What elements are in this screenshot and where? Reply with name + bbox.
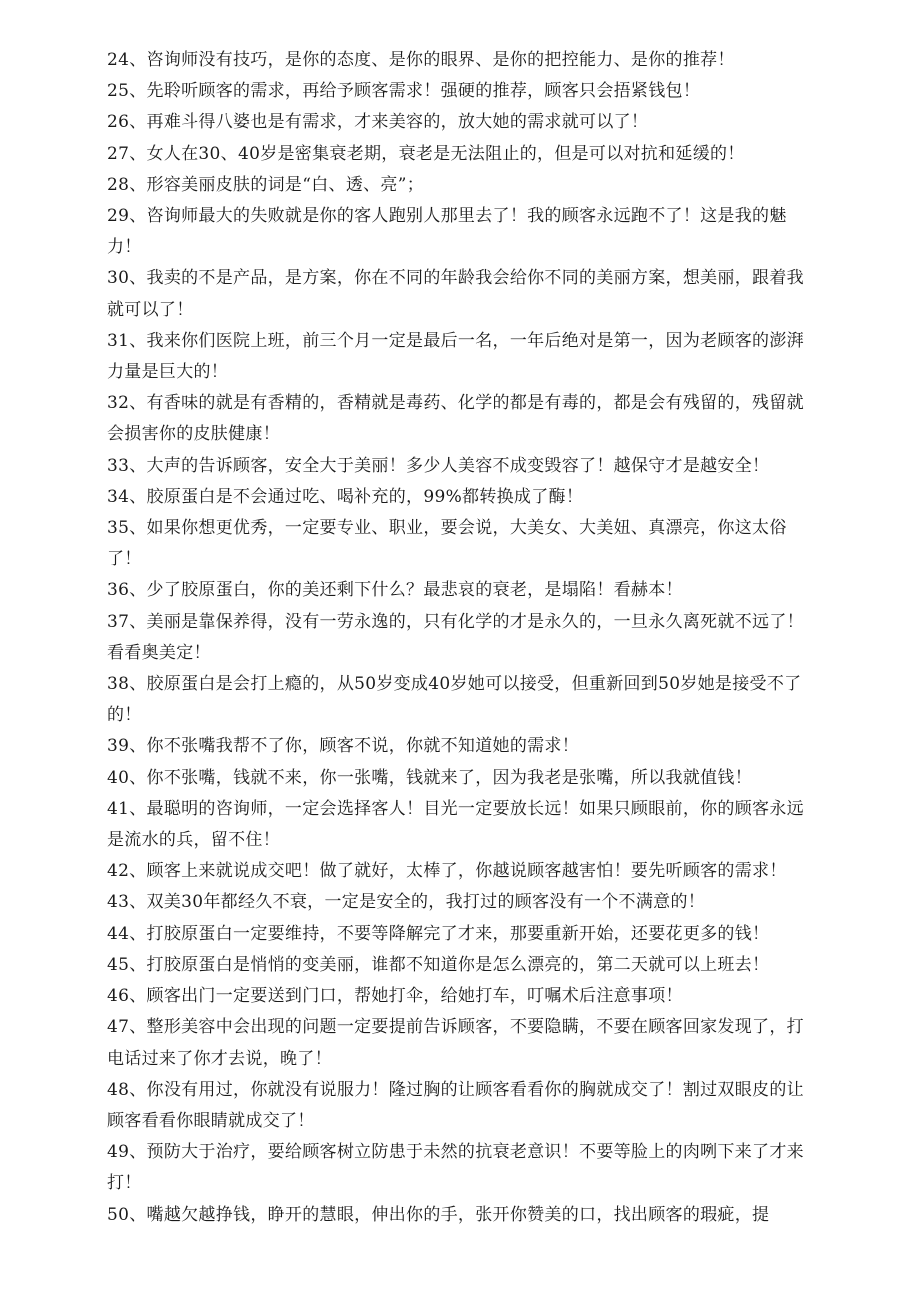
list-item-29: 29、咨询师最大的失败就是你的客人跑别人那里去了！我的顾客永远跑不了！这是我的魅力！ (107, 206, 787, 258)
list-item-43: 43、双美30年都经久不衰，一定是安全的，我打过的顾客没有一个不满意的！ (107, 892, 706, 913)
list-item-38: 38、胶原蛋白是会打上瘾的，从50岁变成40岁她可以接受，但重新回到50岁她是接受不了的！ (107, 674, 802, 726)
list-item-25: 25、先聆听顾客的需求，再给予顾客需求！强硬的推荐，顾客只会捂紧钱包！ (107, 81, 701, 102)
list-item-31: 31、我来你们医院上班，前三个月一定是最后一名，一年后绝对是第一，因为老顾客的澎湃力量是巨大的！ (107, 330, 804, 383)
list-item-46: 46、顾客出门一定要送到门口，帮她打伞，给她打车，叮嘱术后注意事项！ (107, 986, 683, 1007)
list-item-35: 35、如果你想更优秀，一定要专业、职业，要会说，大美女、大美妞、真漂亮，你这太俗了！ (107, 518, 787, 570)
list-item-41: 41、最聪明的咨询师，一定会选择客人！目光一定要放长远！如果只顾眼前，你的顾客永远是流水的兵，留不住！ (107, 798, 804, 851)
list-item-47: 47、整形美容中会出现的问题一定要提前告诉顾客，不要隐瞒，不要在顾客回家发现了，打电话过来了你才去说，晚了！ (107, 1017, 804, 1069)
list-item-40: 40、你不张嘴，钱就不来，你一张嘴，钱就来了，因为我老是张嘴，所以我就值钱！ (107, 767, 753, 788)
list-item-34: 34、胶原蛋白是不会通过吃、喝补充的，99%都转换成了酶！ (107, 486, 584, 507)
list-item-48: 48、你没有用过，你就没有说服力！隆过胸的让顾客看看你的胸就成交了！割过双眼皮的让顾客看看你眼睛就成交了！ (107, 1079, 804, 1131)
list-item-36: 36、少了胶原蛋白，你的美还剩下什么？最悲哀的衰老，是塌陷！看赫本！ (107, 580, 683, 601)
list-item-37: 37、美丽是靠保养得，没有一劳永逸的，只有化学的才是永久的，一旦永久离死就不远了！看看奥美定！ (107, 611, 804, 663)
list-item-32: 32、有香味的就是有香精的，香精就是毒药、化学的都是有毒的，都是会有残留的，残留就会损害你的皮肤健康！ (107, 393, 804, 445)
list-item-39: 39、你不张嘴我帮不了你，顾客不说，你就不知道她的需求！ (107, 736, 580, 757)
list-item-28: 28、形容美丽皮肤的词是“白、透、亮”； (107, 174, 425, 195)
list-item-50: 50、嘴越欠越挣钱，睁开的慧眼，伸出你的手，张开你赞美的口，找出顾客的瑕疵，提 (107, 1204, 770, 1225)
list-item-42: 42、顾客上来就说成交吧！做了就好，太棒了，你越说顾客越害怕！要先听顾客的需求！ (107, 861, 787, 882)
list-item-33: 33、大声的告诉顾客，安全大于美丽！多少人美容不成变毁容了！越保守才是越安全！ (107, 455, 770, 476)
list-item-26: 26、再难斗得八婆也是有需求，才来美容的，放大她的需求就可以了！ (107, 112, 649, 133)
list-item-24: 24、咨询师没有技巧，是你的态度、是你的眼界、是你的把控能力、是你的推荐！ (107, 50, 735, 70)
list-item-45: 45、打胶原蛋白是悄悄的变美丽，谁都不知道你是怎么漂亮的，第二天就可以上班去！ (107, 954, 770, 975)
list-item-44: 44、打胶原蛋白一定要维持，不要等降解完了才来，那要重新开始，还要花更多的钱！ (107, 923, 770, 944)
list-item-49: 49、预防大于治疗，要给顾客树立防患于未然的抗衰老意识！不要等脸上的肉咧下来了才来打！ (107, 1142, 804, 1194)
document-page (107, 0, 817, 1231)
list-item-30: 30、我卖的不是产品，是方案，你在不同的年龄我会给你不同的美丽方案，想美丽，跟着我就可以了！ (107, 268, 804, 320)
list-item-27: 27、女人在30、40岁是密集衰老期，衰老是无法阻止的，但是可以对抗和延缓的！ (107, 143, 745, 164)
